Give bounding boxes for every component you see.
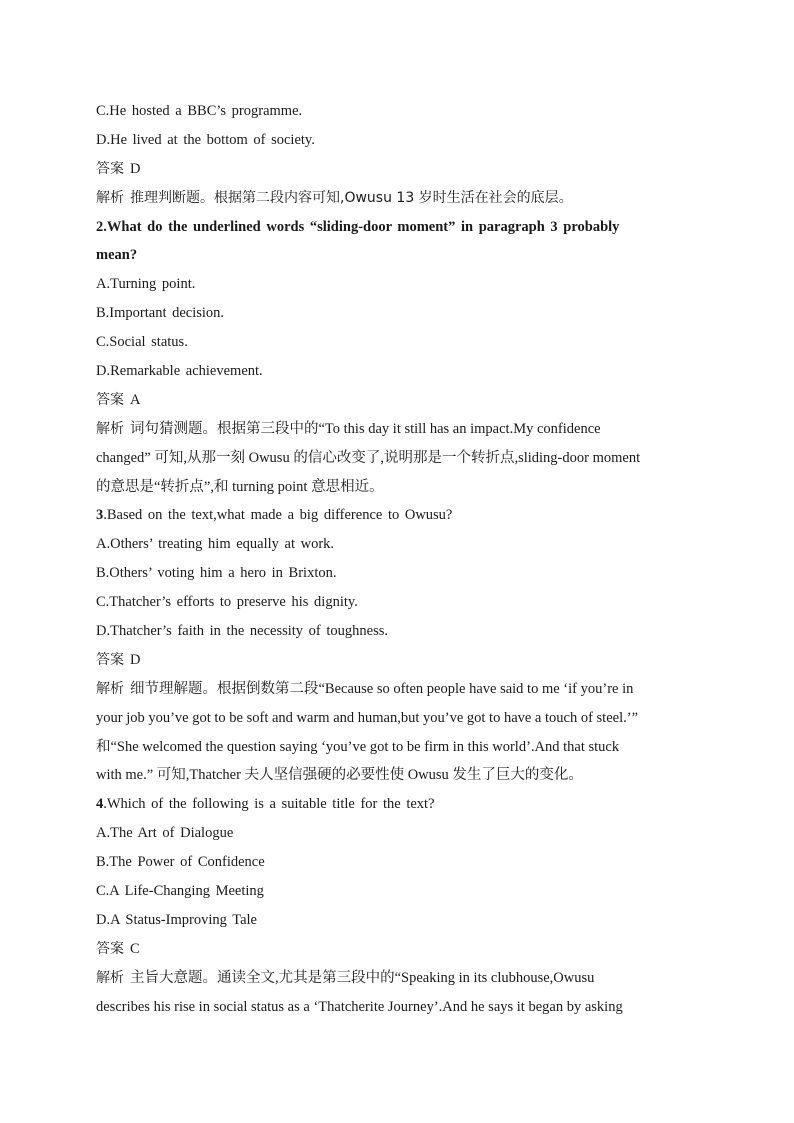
- q3-analysis-cont: with me.” 可知,Thatcher 夫人坚信强硬的必要性使 Owusu 发生了巨大的变化。: [96, 767, 583, 784]
- analysis-label: 解析: [96, 969, 124, 986]
- q4-option-c: C.A Life-Changing Meeting: [96, 883, 264, 900]
- q4-option-a: A.The Art of Dialogue: [96, 825, 234, 842]
- q3-analysis: [96, 675, 698, 704]
- answer-value: D: [130, 160, 141, 177]
- q3-analysis-cont: your job you’ve got to be soft and warm and human,but you’ve got to have a touch of steel.’”: [96, 709, 639, 726]
- q1-answer: [96, 155, 698, 184]
- q2-option-d: D.Remarkable achievement.: [96, 363, 263, 380]
- question-text: .Based on the text,what made a big difference to Owusu?: [103, 507, 453, 524]
- answer-value: D: [130, 651, 141, 668]
- q3-option-d: D.Thatcher’s faith in the necessity of toughness.: [96, 623, 388, 640]
- q4-analysis: [96, 964, 698, 993]
- analysis-text: 词句猜测题。根据第三段中的“To this day it still has an impact.My confidence: [130, 420, 601, 437]
- q1-option-c: C.He hosted a BBC’s programme.: [96, 103, 303, 119]
- q2-analysis: [96, 415, 698, 444]
- answer-label: 答案: [96, 651, 124, 668]
- question-number: 2: [96, 218, 104, 235]
- analysis-text: 细节理解题。根据倒数第二段“Because so often people have said to me ‘if you’re in: [130, 680, 634, 697]
- q2-analysis-cont: changed” 可知,从那一刻 Owusu 的信心改变了,说明那是一个转折点,sliding-door moment: [96, 449, 641, 466]
- analysis-text: 推理判断题。根据第二段内容可知,Owusu 13 岁时生活在社会的底层。: [130, 189, 573, 206]
- q4-analysis-cont: describes his rise in social status as a ‘Thatcherite Journey’.And he says it began by asking: [96, 998, 623, 1015]
- answer-label: 答案: [96, 940, 124, 957]
- q3-question: [96, 501, 698, 530]
- analysis-label: 解析: [96, 420, 124, 437]
- q2-option-c: C.Social status.: [96, 334, 188, 351]
- analysis-label: 解析: [96, 189, 124, 206]
- q3-option-a: A.Others’ treating him equally at work.: [96, 536, 335, 553]
- q3-analysis-cont: 和“She welcomed the question saying ‘you’ve got to be firm in this world’.And that stuck: [96, 738, 620, 755]
- analysis-text: 主旨大意题。通读全文,尤其是第三段中的“Speaking in its clubhouse,Owusu: [130, 969, 595, 986]
- q3-option-b: B.Others’ voting him a hero in Brixton.: [96, 565, 337, 582]
- q4-answer: [96, 935, 698, 964]
- question-text: .What do the underlined words “sliding-door moment” in paragraph 3 probably: [103, 218, 620, 235]
- question-number: 3: [96, 507, 104, 524]
- q2-option-b: B.Important decision.: [96, 305, 225, 322]
- q1-analysis: [96, 184, 698, 213]
- analysis-label: 解析: [96, 680, 124, 697]
- q2-analysis-cont: 的意思是“转折点”,和 turning point 意思相近。: [96, 478, 384, 495]
- q4-option-d: D.A Status-Improving Tale: [96, 911, 257, 928]
- q4-option-b: B.The Power of Confidence: [96, 854, 265, 871]
- q4-question: [96, 790, 698, 819]
- document-content: [96, 97, 698, 1022]
- q3-answer: [96, 646, 698, 675]
- answer-value: C: [130, 940, 140, 957]
- q2-question: [96, 213, 698, 242]
- q2-question-cont: mean?: [96, 247, 138, 264]
- question-text: .Which of the following is a suitable title for the text?: [103, 796, 435, 813]
- answer-label: 答案: [96, 391, 124, 408]
- q1-option-d: D.He lived at the bottom of society.: [96, 131, 315, 148]
- answer-label: 答案: [96, 160, 124, 177]
- answer-value: A: [130, 391, 141, 408]
- q3-option-c: C.Thatcher’s efforts to preserve his dignity.: [96, 594, 358, 611]
- q2-option-a: A.Turning point.: [96, 276, 196, 293]
- q2-answer: [96, 386, 698, 415]
- question-number: 4: [96, 796, 104, 813]
